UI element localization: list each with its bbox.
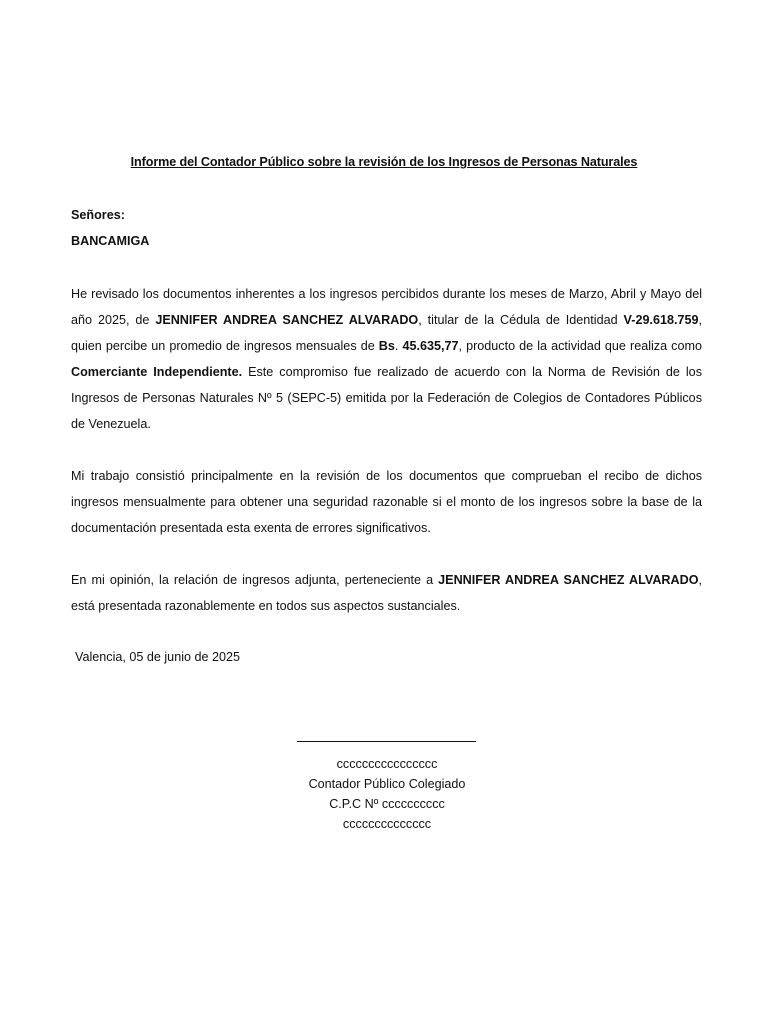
income-amount: 45.635,77 xyxy=(402,339,459,353)
paragraph-review xyxy=(71,281,702,437)
document-title: Informe del Contador Público sobre la revisión de los Ingresos de Personas Naturales xyxy=(130,155,638,169)
signer-name: cccccccccccccccc xyxy=(336,757,438,771)
paragraph-review-text: , titular de la Cédula de Identidad xyxy=(418,313,624,327)
paragraph-review-text: He revisado los documentos inherentes a los ingresos percibidos durante los meses de Marzo, Abril y Mayo del año 2025, de xyxy=(71,287,702,327)
paragraph-review-text: , producto de la actividad que realiza como xyxy=(458,339,702,353)
signer-role: Contador Público Colegiado xyxy=(308,777,466,791)
signer-cpc: C.P.C Nº cccccccccc xyxy=(329,797,445,811)
client-name: JENNIFER ANDREA SANCHEZ ALVARADO xyxy=(155,313,419,327)
paragraph-work xyxy=(71,463,702,541)
client-name: JENNIFER ANDREA SANCHEZ ALVARADO xyxy=(438,573,699,587)
date-line: Valencia, 05 de junio de 2025 xyxy=(75,650,241,664)
activity-label: Comerciante Independiente. xyxy=(71,365,243,379)
recipient: BANCAMIGA xyxy=(71,234,150,248)
paragraph-review-text: . xyxy=(394,339,403,353)
cedula-number: V-29.618.759 xyxy=(623,313,699,327)
paragraph-work-text: Mi trabajo consistió principalmente en la revisión de los documentos que comprueban el recibo de dichos ingresos mensualmente para obtener una seguridad razonable si el monto de los ingresos sobre la base de la documentación presentada esta exenta de errores significativos. xyxy=(71,469,702,535)
signature-line xyxy=(297,741,476,742)
signature-block xyxy=(237,754,537,834)
signer-extra: cccccccccccccc xyxy=(342,817,432,831)
salutation: Señores: xyxy=(71,208,125,222)
paragraph-opinion xyxy=(71,567,702,619)
paragraph-review-text: , quien percibe un promedio de ingresos mensuales de xyxy=(71,313,702,353)
currency-label: Bs xyxy=(378,339,395,353)
paragraph-opinion-text: En mi opinión, la relación de ingresos adjunta, perteneciente a xyxy=(71,573,439,587)
paragraph-opinion-text: , está presentada razonablemente en todos sus aspectos sustanciales. xyxy=(71,573,702,613)
paragraph-review-text: Este compromiso fue realizado de acuerdo con la Norma de Revisión de los Ingresos de Personas Naturales Nº 5 (SEPC-5) emitida por la Federación de Colegios de Contadores Públicos de Venezuela. xyxy=(71,365,702,431)
